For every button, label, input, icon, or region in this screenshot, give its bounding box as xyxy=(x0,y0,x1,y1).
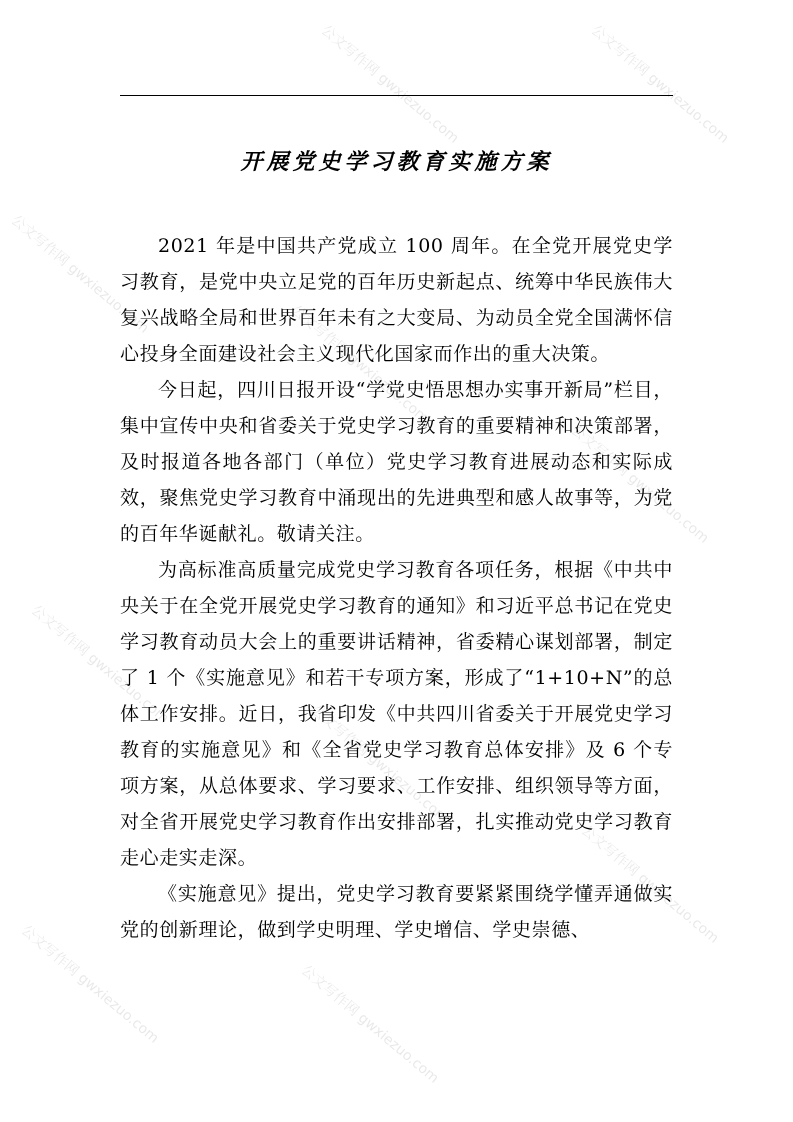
paragraph: 《实施意见》提出，党史学习教育要紧紧围绕学懂弄通做实党的创新理论，做到学史明理、学史增信、学史崇德、 xyxy=(120,883,673,941)
paragraph: 今日起，四川日报开设“学党史悟思想办实事开新局”栏目，集中宣传中央和省委关于党史学习教育的重要精神和决策部署，及时报道各地各部门（单位）党史学习教育进展动态和实际成效，聚焦党史学习教育中涌现出的先进典型和感人故事等，为党的百年华诞献礼。敬请关注。 xyxy=(120,379,673,545)
watermark: 公文写作网 gwxiezuo.com xyxy=(307,702,452,827)
document-title: 开展党史学习教育实施方案 xyxy=(240,149,553,175)
watermark: 公文写作网 gwxiezuo.com xyxy=(317,22,462,147)
watermark: 公文写作网 gwxiezuo.com xyxy=(17,922,162,1047)
paragraph: 2021 年是中国共产党成立 100 周年。在全党开展党史学习教育，是党中央立足党的百年历史新起点、统筹中华民族伟大复兴战略全局和世界百年未有之大变局、为动员全党全国满怀信心投身全面建设社会主义现代化国家而作出的重大决策。 xyxy=(120,235,673,365)
watermark: 公文写作网 gwxiezuo.com xyxy=(287,302,432,427)
watermark: 公文写作网 gwxiezuo.com xyxy=(297,962,442,1087)
watermark: 公文写作网 gwxiezuo.com xyxy=(567,422,712,547)
watermark: 公文写作网 gwxiezuo.com xyxy=(27,602,172,727)
watermark: 公文写作网 gwxiezuo.com xyxy=(7,212,152,337)
paragraph: 为高标准高质量完成党史学习教育各项任务，根据《中共中央关于在全党开展党史学习教育的通知》和习近平总书记在党史学习教育动员大会上的重要讲话精神，省委精心谋划部署，制定了 1 个《实施意见》和若干专项方案，形成了“1+10+N”的总体工作安排。近日，我省印发《中共四川省委关于开展党史学习教育的实施意见》和《全省党史学习教育总体安排》及 6 个专项方案，从总体要求、学习要求、工作安排、组织领导等方面，对全省开展党史学习教育作出安排部署，扎实推动党史学习教育走心走实走深。 xyxy=(120,559,673,869)
watermark: 公文写作网 gwxiezuo.com xyxy=(587,22,732,147)
header-rule xyxy=(120,95,673,96)
document-body xyxy=(120,228,673,948)
watermark: 公文写作网 gwxiezuo.com xyxy=(577,822,722,947)
